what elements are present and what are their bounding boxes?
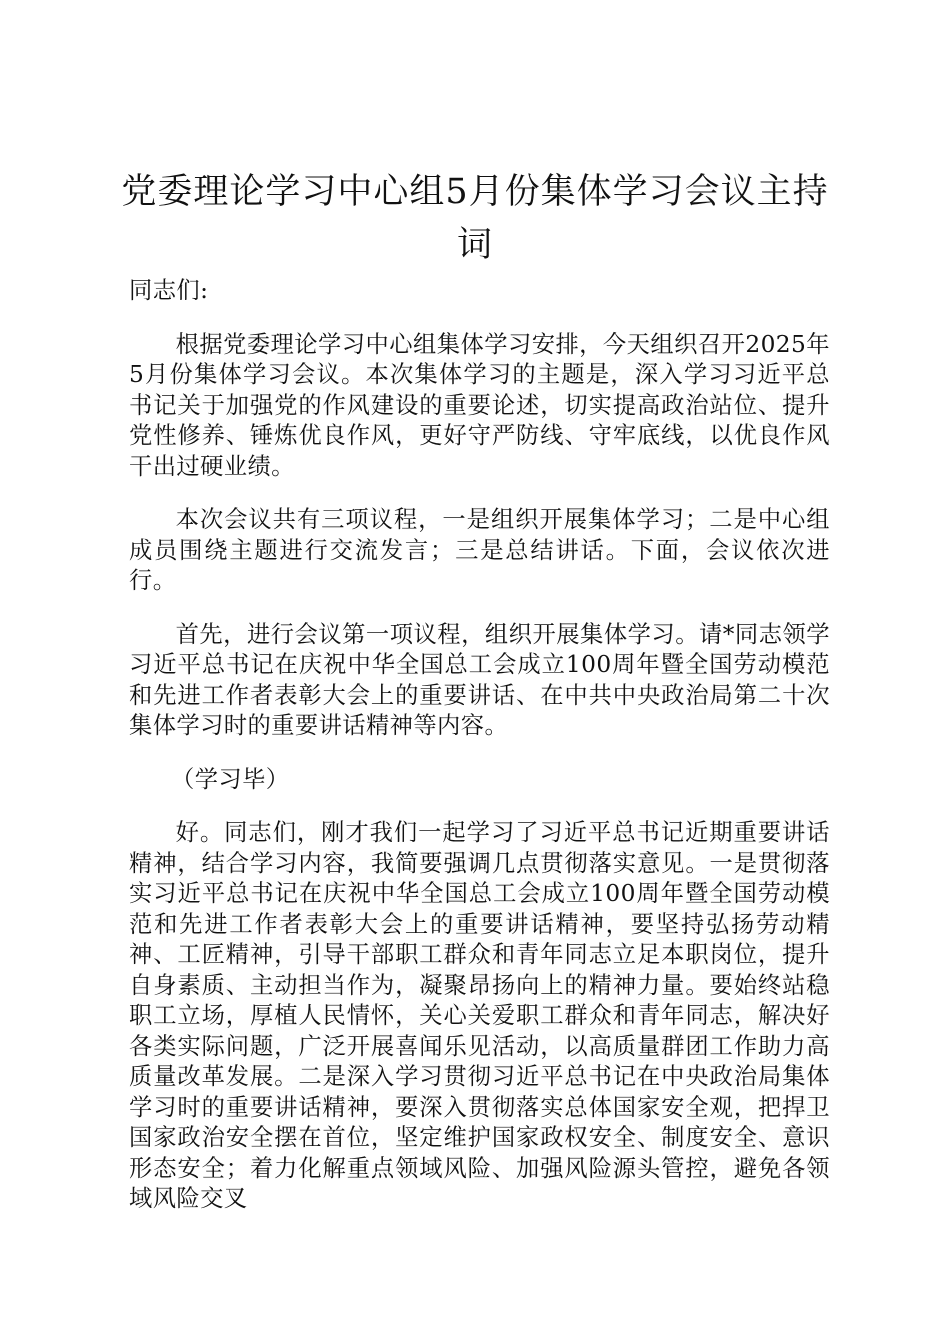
document-title: 党委理论学习中心组5月份集体学习会议主持词 — [121, 172, 829, 265]
document-body — [129, 276, 830, 1215]
paragraph-closing: 好。同志们，刚才我们一起学习了习近平总书记近期重要讲话精神，结合学习内容，我简要强调几点贯彻落实意见。一是贯彻落实习近平总书记在庆祝中华全国总工会成立100周年暨全国劳动模范和先进工作者表彰大会上的重要讲话精神，要坚持弘扬劳动精神、工匠精神，引导干部职工群众和青年同志立足本职岗位，提升自身素质、主动担当作为，凝聚昂扬向上的精神力量。要始终站稳职工立场，厚植人民情怀，关心关爱职工群众和青年同志，解决好各类实际问题，广泛开展喜闻乐见活动，以高质量群团工作助力高质量改革发展。二是深入学习贯彻习近平总书记在中央政治局集体学习时的重要讲话精神，要深入贯彻落实总体国家安全观，把捍卫国家政治安全摆在首位，坚定维护国家政权安全、制度安全、意识形态安全；着力化解重点领域风险、加强风险源头管控，避免各领域风险交叉 — [129, 819, 830, 1212]
paragraph-opening: 根据党委理论学习中心组集体学习安排，今天组织召开2025年5月份集体学习会议。本次集体学习的主题是，深入学习习近平总书记关于加强党的作风建设的重要论述，切实提高政治站位、提升党性修养、锤炼优良作风，更好守严防线、守牢底线，以优良作风干出过硬业绩。 — [129, 330, 830, 480]
paragraph-agenda: 本次会议共有三项议程，一是组织开展集体学习；二是中心组成员围绕主题进行交流发言；三是总结讲话。下面，会议依次进行。 — [129, 506, 830, 594]
paragraph-first-item: 首先，进行会议第一项议程，组织开展集体学习。请*同志领学习近平总书记在庆祝中华全国总工会成立100周年暨全国劳动模范和先进工作者表彰大会上的重要讲话、在中共中央政治局第二十次集体学习时的重要讲话精神等内容。 — [129, 620, 830, 739]
salutation: 同志们: — [129, 277, 209, 304]
study-complete-note: （学习毕） — [171, 765, 290, 793]
